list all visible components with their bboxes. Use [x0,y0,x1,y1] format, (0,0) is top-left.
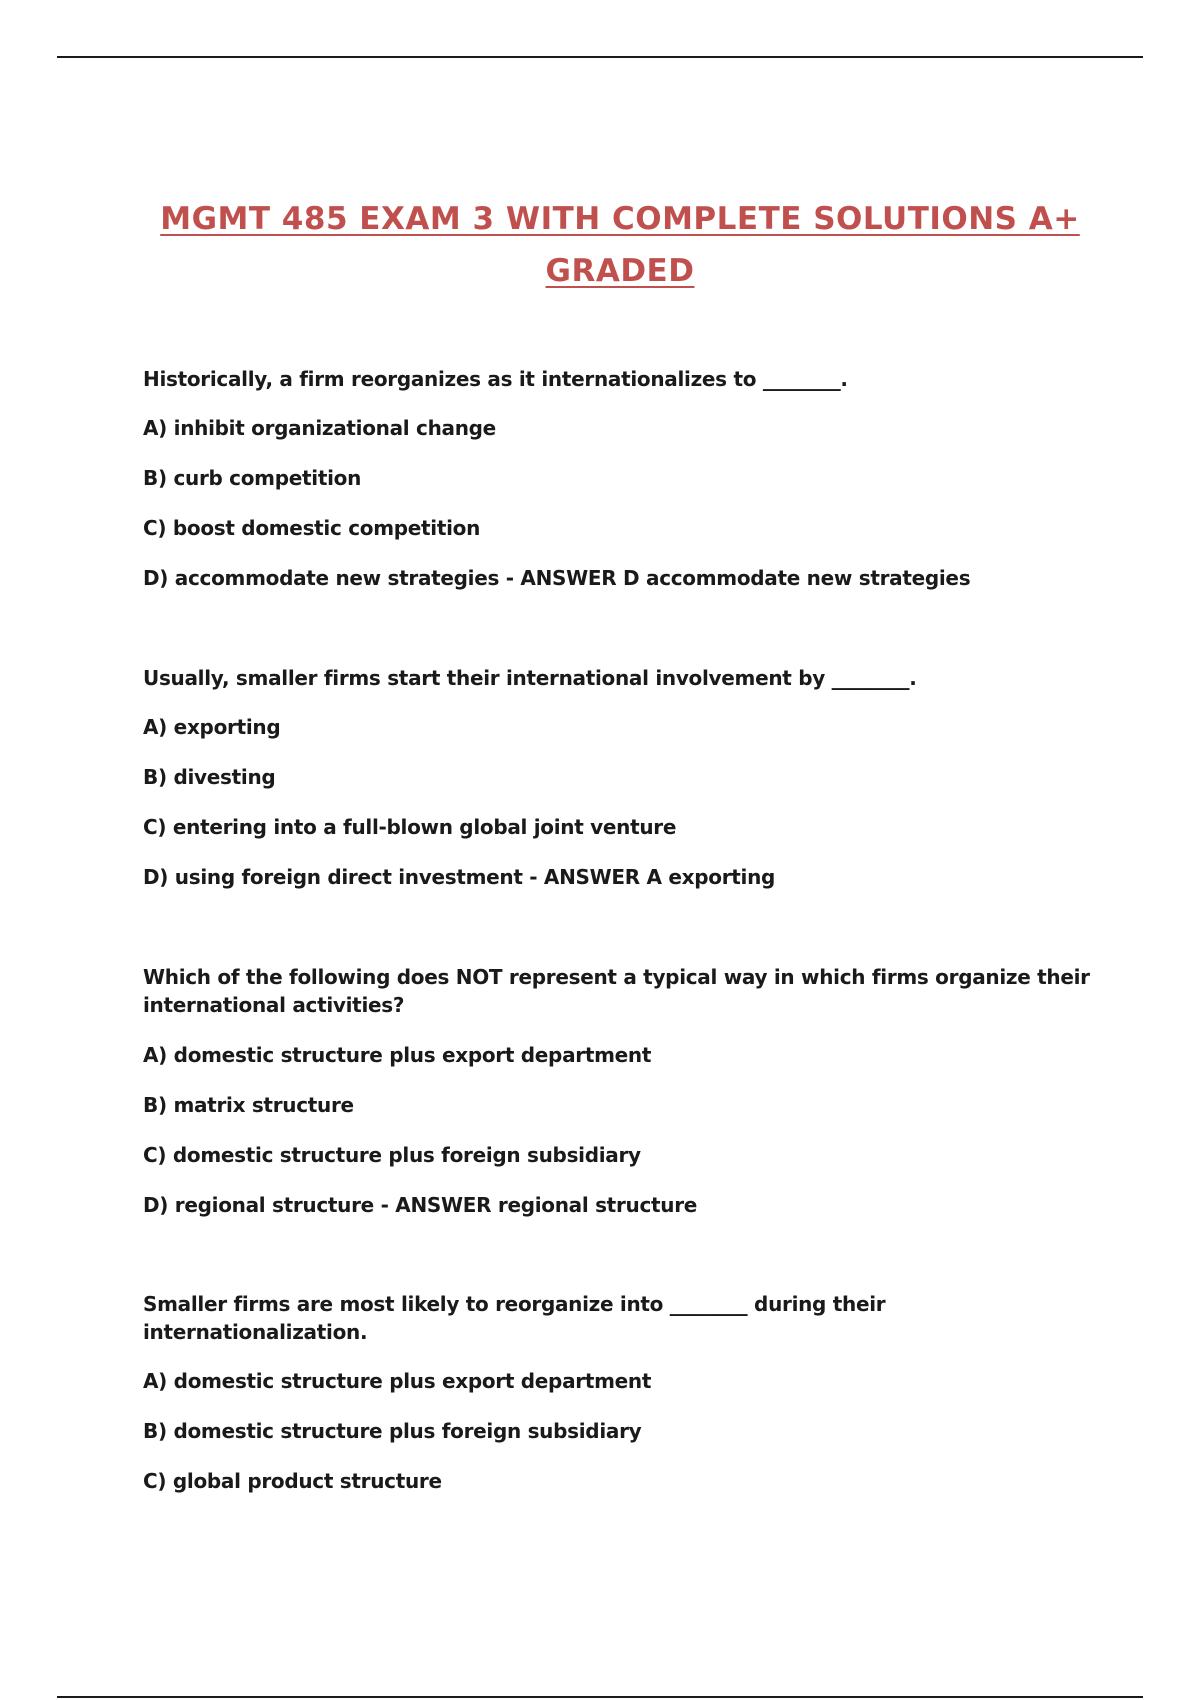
document-title: MGMT 485 EXAM 3 WITH COMPLETE SOLUTIONS A+ GRADED [160,201,1080,289]
answer-option-a: A) domestic structure plus export department [143,1369,652,1393]
answer-option-d: D) regional structure - ANSWER regional structure [143,1193,698,1217]
answer-option-a: A) inhibit organizational change [143,416,496,440]
header-rule [57,56,1143,58]
question-2 [143,664,1103,913]
question-stem: Historically, a firm reorganizes as it internationalizes to ________. [143,367,848,391]
answer-option-c: C) entering into a full-blown global joint venture [143,815,677,839]
question-stem: Which of the following does NOT represent a typical way in which firms organize their international activities? [143,965,1090,1017]
footer-rule [57,1696,1143,1698]
question-3 [143,963,1103,1241]
answer-option-b: B) divesting [143,765,276,789]
answer-option-a: A) domestic structure plus export department [143,1043,652,1067]
answer-option-b: B) domestic structure plus foreign subsidiary [143,1419,642,1443]
question-stem: Smaller firms are most likely to reorganize into ________ during their internationalization. [143,1292,886,1344]
answer-option-c: C) global product structure [143,1469,442,1493]
answer-option-c: C) boost domestic competition [143,516,481,540]
answer-option-a: A) exporting [143,715,281,739]
answer-option-d: D) using foreign direct investment - ANSWER A exporting [143,865,776,889]
question-4 [143,1290,1103,1517]
answer-option-b: B) matrix structure [143,1093,354,1117]
question-stem: Usually, smaller firms start their international involvement by ________. [143,666,917,690]
answer-option-d: D) accommodate new strategies - ANSWER D accommodate new strategies [143,566,971,590]
question-1 [143,365,1103,614]
answer-option-b: B) curb competition [143,466,362,490]
answer-option-c: C) domestic structure plus foreign subsidiary [143,1143,641,1167]
